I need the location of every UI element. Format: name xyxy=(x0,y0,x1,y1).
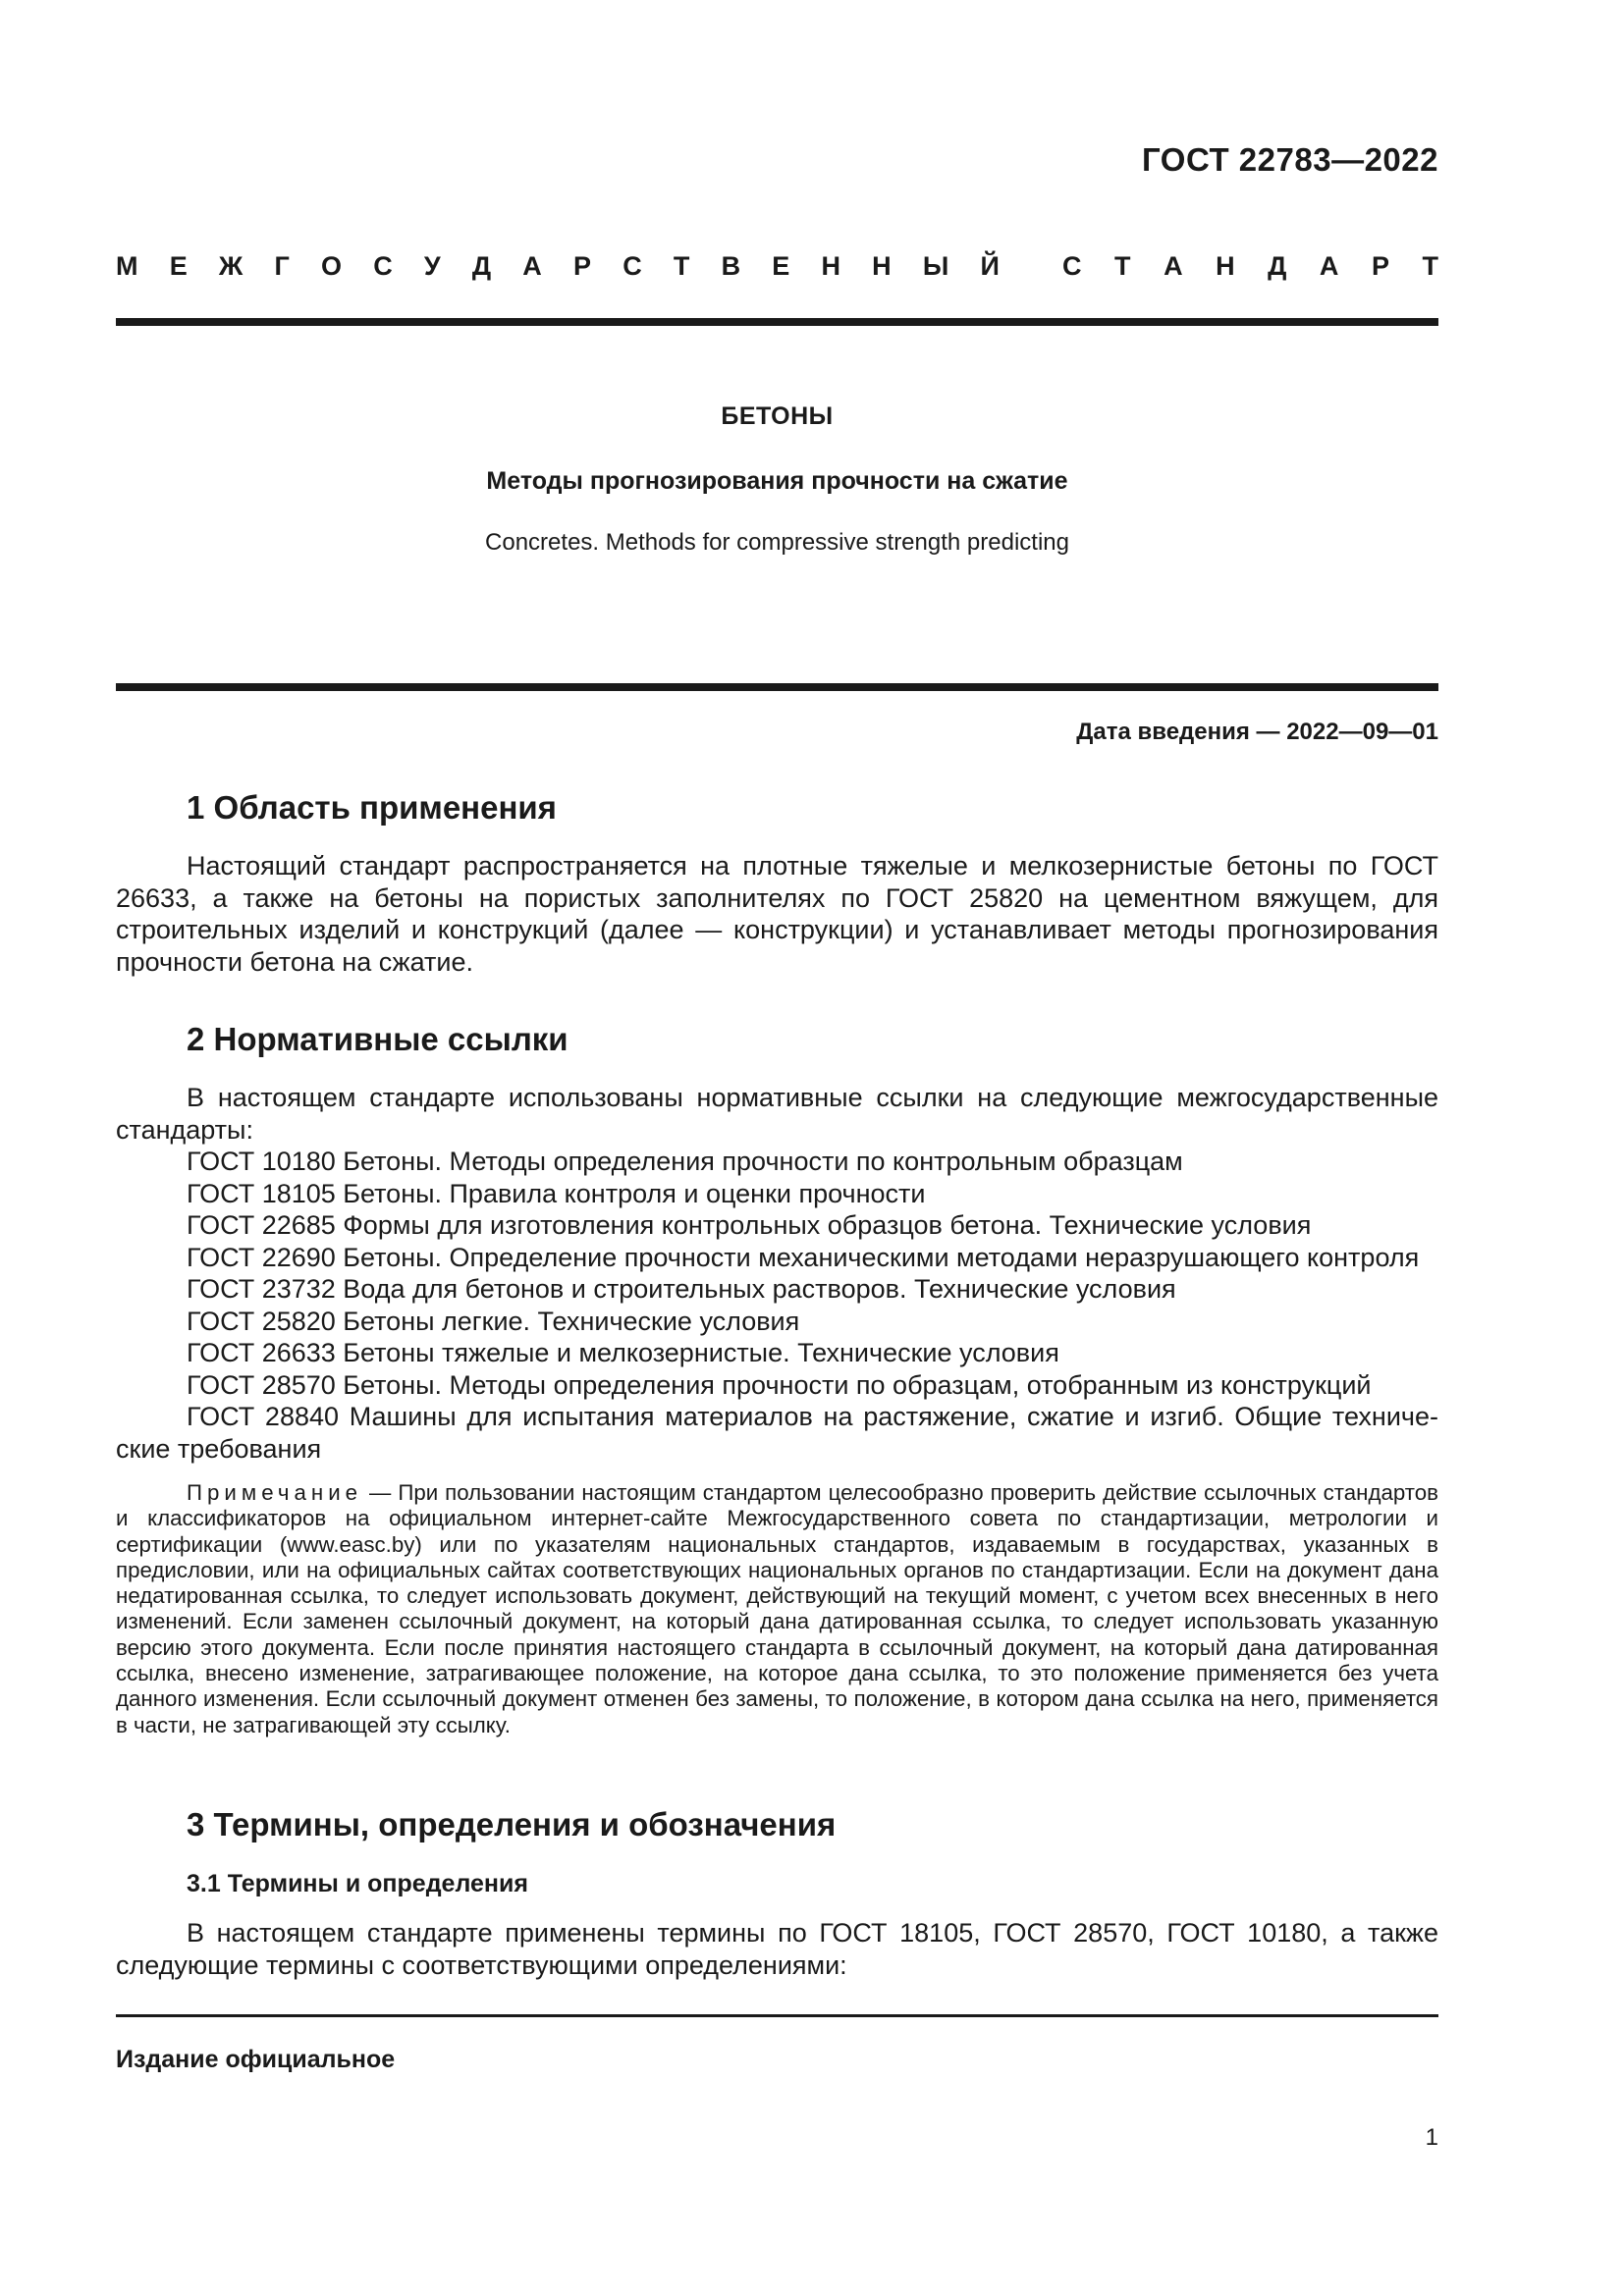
banner-letter: С xyxy=(1062,251,1082,281)
list-item: ГОСТ 18105 Бетоны. Правила контроля и оценки прочности xyxy=(187,1178,926,1208)
note-lead: Примечание xyxy=(187,1480,363,1505)
banner-letter: У xyxy=(423,251,441,281)
banner-letter: С xyxy=(373,251,393,281)
banner-letter: Т xyxy=(673,251,690,281)
section-1-text: Настоящий стандарт распространяется на плотные тяжелые и мелкозернистые бетоны по ГОСТ 26633, а также на бетоны на пористых заполнителях по ГОСТ 25820 на цементном вяжущем, для строительных изделий и конструкций (далее — конструкции) и устанавливает методы прогнозирования прочности бетона на сжатие. xyxy=(116,851,1438,977)
page-number: 1 xyxy=(1425,2124,1438,2151)
list-item: ГОСТ 26633 Бетоны тяжелые и мелкозернистые. Технические условия xyxy=(187,1338,1059,1367)
banner-letter: А xyxy=(1319,251,1339,281)
list-item: ГОСТ 22690 Бетоны. Определение прочности механическими методами неразрушающего контроля xyxy=(187,1242,1420,1272)
interstate-standard-banner xyxy=(116,251,1438,282)
banner-letter: А xyxy=(1164,251,1183,281)
banner-letter: Т xyxy=(1422,251,1438,281)
header-rule xyxy=(116,318,1438,326)
section-1-heading: 1 Область применения xyxy=(187,789,557,826)
title-rule xyxy=(116,683,1438,691)
banner-letter: Ы xyxy=(922,251,949,281)
document-title: БЕТОНЫ xyxy=(721,402,834,430)
banner-letter: Ж xyxy=(218,251,244,281)
banner-letter: О xyxy=(320,251,342,281)
list-item: ГОСТ 22685 Формы для изготовления контрольных образцов бетона. Технические условия xyxy=(187,1210,1312,1240)
section-2-heading: 2 Нормативные ссылки xyxy=(187,1021,568,1057)
banner-letter: Д xyxy=(471,251,492,281)
document-title-english: Concretes. Methods for compressive strength predicting xyxy=(485,529,1069,556)
list-item: ГОСТ 23732 Вода для бетонов и строительных растворов. Технические условия xyxy=(187,1274,1176,1304)
banner-letter: Й xyxy=(980,251,1000,281)
banner-letter: В xyxy=(721,251,741,281)
gost-number: ГОСТ 22783—2022 xyxy=(1142,141,1438,178)
banner-letter: Д xyxy=(1268,251,1287,281)
section-3-heading: 3 Термины, определения и обозначения xyxy=(187,1806,837,1842)
banner-letter: Р xyxy=(572,251,591,281)
banner-letter: Н xyxy=(1216,251,1235,281)
note-block xyxy=(116,1480,1438,1738)
banner-letter: Т xyxy=(1114,251,1131,281)
banner-letter: Н xyxy=(821,251,840,281)
section-3-text: В настоящем стандарте применены термины по ГОСТ 18105, ГОСТ 28570, ГОСТ 10180, а также следующие термины с соответствующими определениями: xyxy=(116,1918,1438,1980)
banner-letter: Г xyxy=(274,251,290,281)
banner-letter: Н xyxy=(872,251,892,281)
introduction-date: Дата введения — 2022—09—01 xyxy=(1076,719,1438,745)
list-item: ГОСТ 10180 Бетоны. Методы определения прочности по контрольным образцам xyxy=(187,1147,1183,1176)
banner-letter: С xyxy=(623,251,642,281)
note-text: — При пользовании настоящим стандартом целесообразно проверить действие ссылочных стандартов и классификаторов на официальном интернет-сайте Межгосударственного совета по стандартизации, метрологии и сертификации (www.easc.by) или по указателям национальных стандартов, издаваемым в государствах, указанных в предисловии, или на официальных сайтах соответствующих национальных органов по стандартизации. Если на документ дана недатированная ссылка, то следует использовать документ, действующий на текущий момент, с учетом всех внесенных в него изменений. Если заменен ссылочный документ, на который дана датированная ссылка, то следует использовать указанную версию этого документа. Если после принятия настоящего стандарта в ссылочный документ, на который дана датированная ссылка, внесено изменение, затрагивающее положение, на которое дана ссылка, то это положение применяется без учета данного изменения. Если ссылочный документ отменен без замены, то положение, в котором дана ссылка на него, применяется в части, не затрагивающей эту ссылку. xyxy=(116,1480,1438,1737)
banner-letter: Р xyxy=(1371,251,1389,281)
banner-letter: Е xyxy=(772,251,790,281)
interstate-word-1 xyxy=(116,251,1000,282)
list-item: ГОСТ 28840 Машины для испытания материалов на растяжение, сжатие и изгиб. Общие технические требования xyxy=(116,1402,1438,1464)
banner-letter: Е xyxy=(169,251,188,281)
section-3-1-heading: 3.1 Термины и определения xyxy=(187,1870,528,1897)
list-item: ГОСТ 25820 Бетоны легкие. Технические условия xyxy=(187,1306,800,1336)
document-subtitle: Методы прогнозирования прочности на сжатие xyxy=(486,467,1068,495)
banner-letter: А xyxy=(522,251,542,281)
interstate-word-2 xyxy=(1062,251,1438,282)
section-2-intro: В настоящем стандарте использованы нормативные ссылки на следующие межгосударственные стандарты: xyxy=(116,1083,1438,1145)
list-item: ГОСТ 28570 Бетоны. Методы определения прочности по образцам, отобранным из конструкций xyxy=(187,1369,1372,1400)
banner-letter: М xyxy=(116,251,138,281)
reference-list xyxy=(116,1146,1438,1465)
footer-rule xyxy=(116,2014,1438,2017)
edition-label: Издание официальное xyxy=(116,2046,396,2073)
